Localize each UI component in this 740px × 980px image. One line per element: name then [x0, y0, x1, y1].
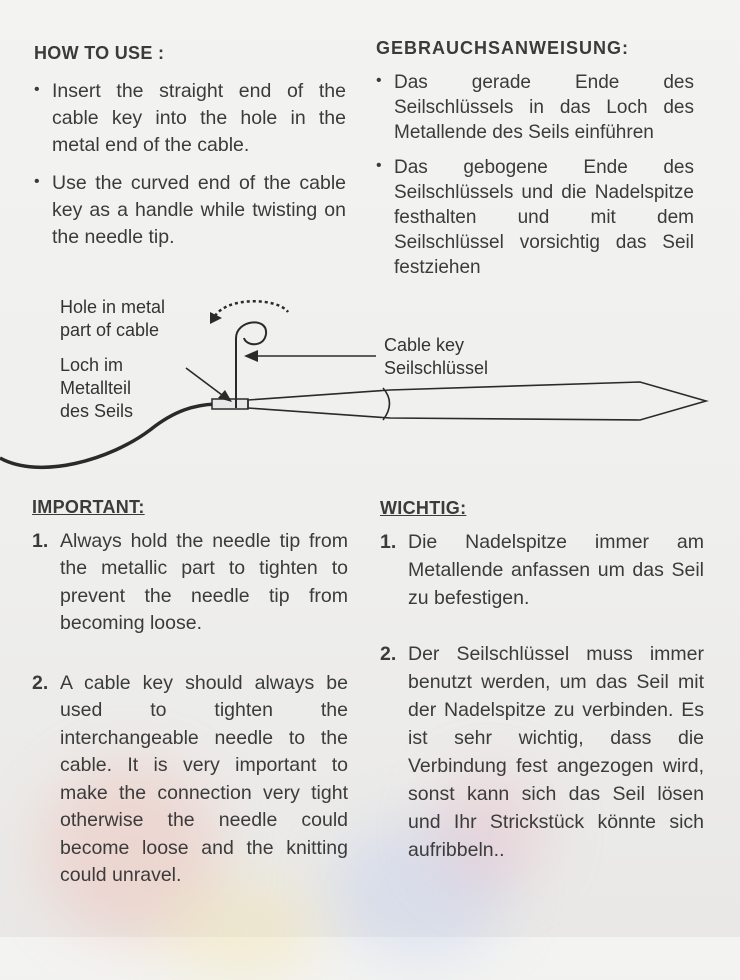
how-to-use-section — [34, 40, 346, 251]
bullet-icon: • — [376, 72, 382, 89]
gebrauchsanweisung-item: • Das gerade Ende des Seilschlüssels in das Loch des Metallende des Seils einführen — [376, 70, 694, 145]
important-item: 2. A cable key should always be used to tighten the interchangeable needle to the cable. It is very important to make the connection very tight otherwise the needle could become loose and the knitting could unravel. — [32, 671, 348, 886]
bullet-icon: • — [34, 173, 40, 190]
rotation-arrow-icon — [215, 301, 288, 316]
how-to-use-item: • Insert the straight end of the cable key into the hole in the metal end of the cable. — [34, 78, 346, 159]
gebrauchsanweisung-section — [376, 36, 694, 280]
important-heading: IMPORTANT: — [32, 497, 145, 517]
wichtig-heading: WICHTIG: — [380, 498, 467, 518]
how-to-use-item: • Use the curved end of the cable key as a handle while twisting on the needle tip. — [34, 170, 346, 251]
wichtig-item: 2. Der Seilschlüssel muss immer benutzt werden, um das Seil mit der Nadelspitze zu verbinden. Es ist sehr wichtig, dass die Verbindung fest angezogen wird, sonst kann sich das Seil lösen und Ihr Strickstück könnte sich aufribbeln.. — [380, 643, 704, 861]
gebrauchsanweisung-item: • Das gebogene Ende des Seilschlüssels und die Nadelspitze festhalten und mit dem Seilschlüssel vorsichtig das Seil festziehen — [376, 155, 694, 280]
wichtig-section — [380, 494, 704, 864]
cable-key-shape — [236, 322, 266, 408]
bullet-icon: • — [376, 157, 382, 174]
hole-label-en: Hole in metal part of cable — [60, 297, 166, 340]
important-item: 1. Always hold the needle tip from the metallic part to tighten to prevent the needle tip from becoming loose. — [32, 529, 348, 634]
important-section — [32, 494, 348, 890]
how-to-use-heading: HOW TO USE : — [34, 43, 165, 63]
bullet-icon: • — [34, 81, 40, 98]
wichtig-item: 1. Die Nadelspitze immer am Metallende anfassen um das Seil zu befestigen. — [380, 531, 704, 609]
cable-key-label: Cable key Seilschlüssel — [384, 335, 489, 378]
hole-pointer — [186, 368, 226, 398]
hole-label-de: Loch im Metallteil des Seils — [60, 355, 134, 421]
needle-tip — [248, 382, 706, 420]
gebrauchsanweisung-heading: GEBRAUCHSANWEISUNG: — [376, 38, 629, 58]
